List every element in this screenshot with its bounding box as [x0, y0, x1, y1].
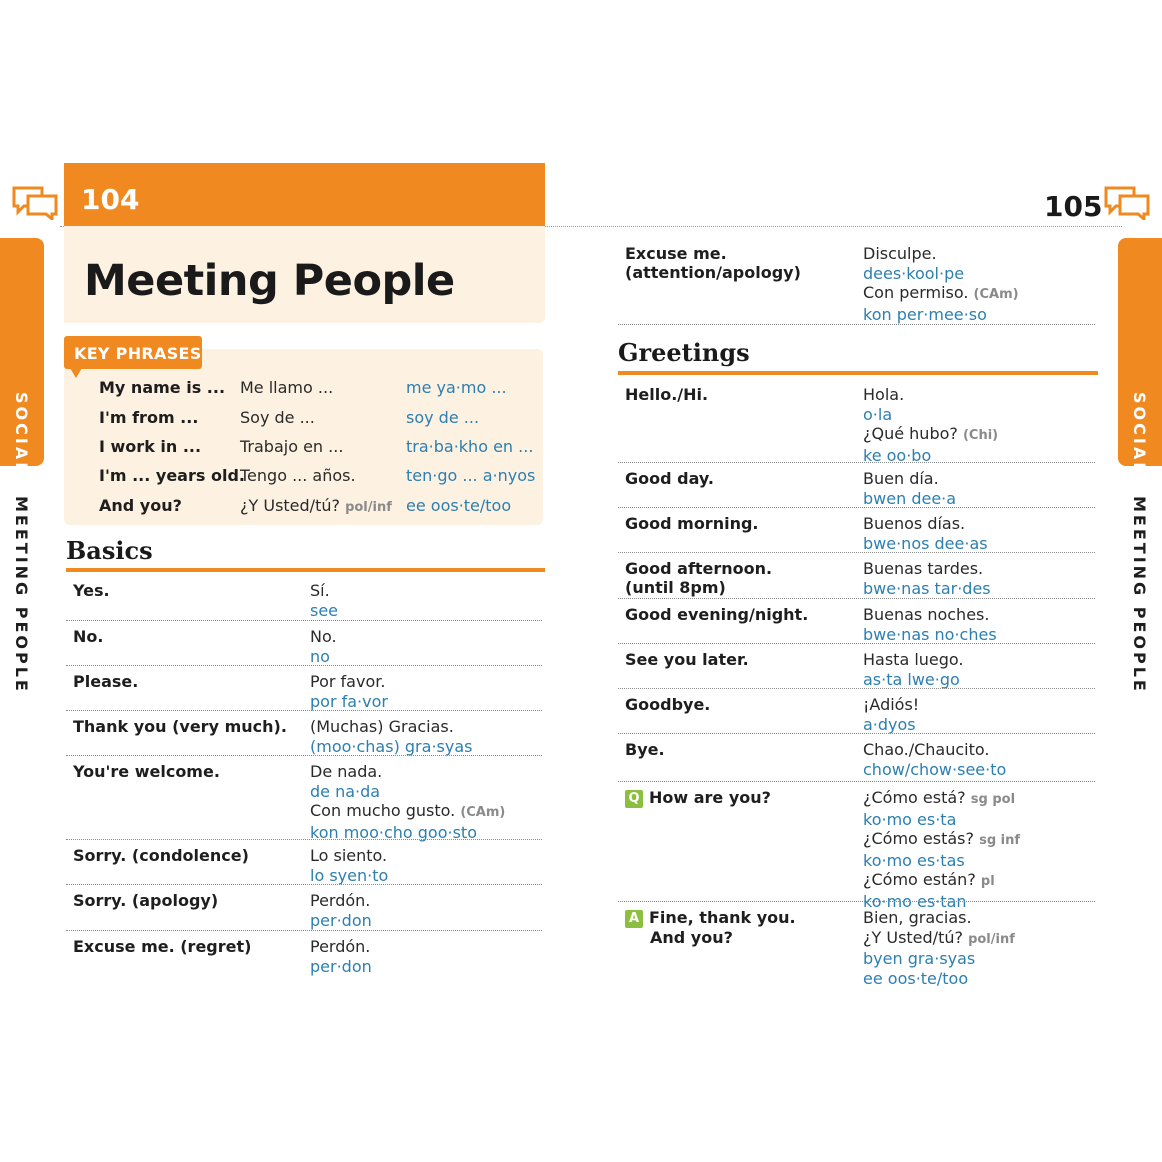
translation-line	[863, 469, 956, 489]
spanish-text: Perdón.	[310, 937, 371, 956]
entry-translation	[310, 937, 372, 976]
page-number: 104	[81, 183, 140, 216]
entry-english	[625, 650, 749, 669]
translation-line	[863, 870, 1020, 892]
translation-line	[310, 782, 505, 802]
key-phrase-english: I'm ... years old.	[99, 466, 245, 485]
entry-translation	[863, 788, 1020, 911]
row-separator	[618, 901, 1095, 902]
translation-line	[863, 605, 997, 625]
translation-line	[310, 801, 505, 823]
entry-translation	[863, 908, 1015, 988]
row-separator	[66, 665, 542, 666]
row-separator	[66, 884, 542, 885]
spanish-text: Bien, gracias.	[863, 908, 972, 927]
spanish-text: (Muchas) Gracias.	[310, 717, 454, 736]
entry-english-text: Sorry. (condolence)	[73, 846, 249, 865]
entry-english-text: Excuse me.	[625, 244, 727, 263]
translation-line	[863, 385, 998, 405]
pronunciation: kon moo·cho goo·sto	[310, 822, 477, 842]
translation-line	[310, 627, 337, 647]
entry-english-text: And you?	[650, 927, 733, 947]
entry-english	[625, 695, 710, 714]
entry-english	[73, 846, 249, 865]
basics-heading: Basics	[66, 536, 153, 565]
translation-line	[310, 866, 388, 886]
usage-tag: sg inf	[979, 833, 1021, 848]
pronunciation: kon per·mee·so	[863, 304, 987, 324]
spanish-text: Hasta luego.	[863, 650, 964, 669]
entry-english-text: Please.	[73, 672, 139, 691]
entry-translation	[310, 762, 505, 842]
spanish-text: Con mucho gusto.	[310, 801, 456, 820]
pronunciation: ko·mo es·tan	[863, 891, 967, 911]
entry-translation	[310, 581, 338, 620]
translation-line	[310, 717, 472, 737]
pronunciation: byen gra·syas	[863, 949, 976, 968]
side-tab-right	[1118, 238, 1162, 476]
row-separator	[66, 930, 542, 931]
key-phrase-spanish: Trabajo en ...	[240, 437, 344, 456]
key-phrase-english: I work in ...	[99, 437, 202, 456]
row-separator	[66, 839, 542, 840]
pronunciation: de na·da	[310, 781, 381, 801]
entry-translation	[863, 385, 998, 465]
spanish-text: Disculpe.	[863, 244, 937, 263]
usage-tag: pol/inf	[345, 500, 392, 515]
entry-english-text: Yes.	[73, 581, 110, 600]
entry-english-text: Good day.	[625, 469, 714, 488]
speech-bubbles-icon	[12, 186, 58, 220]
translation-line	[863, 305, 1019, 325]
side-tab-chapter: MEETING PEOPLE	[12, 496, 31, 694]
spanish-text: Con permiso.	[863, 283, 969, 302]
pronunciation: chow/chow·see·to	[863, 759, 1007, 779]
entry-english	[73, 937, 251, 956]
translation-line	[310, 692, 388, 712]
key-phrase-spanish: Me llamo ...	[240, 378, 334, 397]
translation-line	[863, 695, 919, 715]
row-separator	[618, 598, 1095, 599]
translation-line	[310, 581, 338, 601]
spanish-text: Chao./Chaucito.	[863, 740, 990, 759]
row-separator	[66, 710, 542, 711]
entry-english	[625, 740, 665, 759]
basics-rule	[66, 568, 545, 572]
entry-english-text: Bye.	[625, 740, 665, 759]
entry-translation	[310, 717, 472, 756]
entry-english	[73, 672, 138, 691]
translation-line	[310, 957, 372, 977]
row-separator	[618, 324, 1095, 325]
pronunciation: per·don	[310, 910, 372, 930]
entry-english	[625, 385, 708, 404]
spanish-text: No.	[310, 627, 337, 646]
key-phrase-pronunciation: soy de ...	[406, 408, 480, 427]
translation-line	[863, 264, 1019, 284]
translation-line	[310, 937, 372, 957]
spanish-text: Buenas tardes.	[863, 559, 984, 578]
key-phrase-row	[0, 408, 560, 430]
entry-translation	[863, 244, 1019, 324]
speech-bubbles-icon	[1104, 186, 1150, 220]
entry-english	[73, 717, 287, 736]
translation-line	[863, 788, 1020, 810]
chapter-title-box	[64, 226, 545, 323]
key-phrase-row	[0, 437, 560, 459]
entry-translation	[310, 891, 372, 930]
entry-translation	[863, 695, 919, 734]
pronunciation: per·don	[310, 956, 372, 976]
key-phrase-pronunciation: ee oos·te/too	[406, 496, 512, 515]
translation-line	[863, 928, 1015, 950]
entry-translation	[310, 846, 388, 885]
side-tab-section: SOCIAL	[12, 392, 31, 476]
pronunciation: ko·mo es·ta	[863, 809, 957, 829]
entry-english	[625, 788, 771, 808]
spanish-text: Hola.	[863, 385, 905, 404]
spanish-text: Sí.	[310, 581, 330, 600]
translation-line	[863, 670, 964, 690]
pronunciation: no	[310, 646, 330, 666]
usage-tag: pl	[980, 874, 995, 889]
row-separator	[618, 552, 1095, 553]
row-separator	[618, 781, 1095, 782]
pronunciation: as·ta lwe·go	[863, 669, 960, 689]
row-separator	[618, 688, 1095, 689]
entry-english-text: No.	[73, 627, 104, 646]
spanish-text: De nada.	[310, 762, 383, 781]
entry-translation	[310, 672, 388, 711]
key-phrases-label-text: KEY PHRASES	[74, 344, 202, 363]
usage-tag: (CAm)	[973, 287, 1019, 302]
entry-english	[625, 559, 772, 597]
pronunciation: ko·mo es·tas	[863, 850, 965, 870]
key-phrase-row	[0, 496, 560, 518]
pronunciation: lo syen·to	[310, 865, 389, 885]
translation-line	[310, 672, 388, 692]
translation-line	[863, 405, 998, 425]
spanish-text: ¿Cómo están?	[863, 870, 976, 889]
entry-english-text: How are you?	[649, 788, 771, 807]
translation-line	[863, 715, 919, 735]
translation-line	[310, 647, 337, 667]
pronunciation: bwen dee·a	[863, 488, 957, 508]
pronunciation: bwe·nas no·ches	[863, 624, 997, 644]
entry-english-text: Thank you (very much).	[73, 717, 287, 736]
translation-line	[863, 514, 988, 534]
entry-english	[625, 244, 801, 282]
entry-english-text: Good morning.	[625, 514, 759, 533]
translation-line	[863, 969, 1015, 989]
row-separator	[618, 507, 1095, 508]
row-separator	[618, 643, 1095, 644]
key-phrase-pronunciation: tra·ba·kho en ...	[406, 437, 534, 456]
usage-tag: (CAm)	[460, 805, 506, 820]
entry-english	[73, 891, 218, 910]
side-tab-left	[0, 238, 44, 476]
spanish-text: Buen día.	[863, 469, 939, 488]
entry-english-text: Hello./Hi.	[625, 385, 709, 404]
entry-english-text: Sorry. (apology)	[73, 891, 219, 910]
entry-english-text: Good afternoon.	[625, 559, 773, 578]
pronunciation: dees·kool·pe	[863, 263, 965, 283]
translation-line	[863, 760, 1006, 780]
usage-tag: sg pol	[970, 792, 1016, 807]
spanish-text: ¿Cómo está?	[863, 788, 966, 807]
entry-english	[625, 605, 808, 624]
key-phrase-pronunciation: ten·go ... a·nyos	[406, 466, 536, 485]
translation-line	[863, 559, 991, 579]
translation-line	[863, 949, 1015, 969]
question-badge: Q	[625, 790, 643, 808]
pronunciation: a·dyos	[863, 714, 916, 734]
greetings-heading: Greetings	[618, 338, 750, 367]
entry-english-text: Good evening/night.	[625, 605, 809, 624]
entry-english-text: See you later.	[625, 650, 749, 669]
row-separator	[66, 755, 542, 756]
key-phrases-label	[64, 336, 202, 369]
pronunciation: o·la	[863, 404, 893, 424]
pronunciation: (moo·chas) gra·syas	[310, 736, 473, 756]
entry-translation	[863, 559, 991, 598]
spanish-text: Perdón.	[310, 891, 371, 910]
translation-line	[863, 424, 998, 446]
chapter-title: Meeting People	[84, 256, 455, 306]
translation-line	[863, 489, 956, 509]
page-number-bar	[64, 163, 545, 226]
side-tab-chapter: MEETING PEOPLE	[1130, 496, 1149, 694]
translation-line	[863, 534, 988, 554]
translation-line	[863, 244, 1019, 264]
entry-english-text: (until 8pm)	[625, 578, 726, 597]
pronunciation: ee oos·te/too	[863, 968, 969, 988]
row-separator	[618, 733, 1095, 734]
entry-english	[73, 581, 110, 600]
pronunciation: bwe·nos dee·as	[863, 533, 988, 553]
spanish-text: ¿Y Usted/tú?	[863, 927, 963, 947]
entry-english-text: Fine, thank you.	[649, 908, 796, 927]
entry-english-text: Goodbye.	[625, 695, 711, 714]
page-number-right: 105	[1044, 190, 1103, 223]
translation-line	[310, 737, 472, 757]
entry-translation	[863, 469, 956, 508]
translation-line	[863, 650, 964, 670]
key-phrase-english: I'm from ...	[99, 408, 199, 427]
key-phrase-spanish: Soy de ...	[240, 408, 315, 427]
translation-line	[863, 283, 1019, 305]
translation-line	[863, 740, 1006, 760]
key-phrase-spanish: Tengo ... años.	[240, 466, 356, 485]
translation-line	[863, 810, 1020, 830]
entry-english-text: Excuse me. (regret)	[73, 937, 252, 956]
entry-english	[625, 908, 796, 947]
translation-line	[863, 579, 991, 599]
entry-english	[625, 469, 714, 488]
entry-english-text: You're welcome.	[73, 762, 220, 781]
key-phrase-spanish: ¿Y Usted/tú? pol/inf	[240, 496, 392, 515]
translation-line	[310, 891, 372, 911]
translation-line	[310, 846, 388, 866]
translation-line	[863, 625, 997, 645]
usage-tag: pol/inf	[968, 931, 1015, 947]
greetings-rule	[618, 371, 1098, 375]
entry-translation	[863, 650, 964, 689]
entry-english	[625, 514, 759, 533]
pronunciation: por fa·vor	[310, 691, 388, 711]
entry-translation	[863, 514, 988, 553]
usage-tag: (Chi)	[962, 428, 999, 443]
row-separator	[618, 462, 1095, 463]
entry-english-text: (attention/apology)	[625, 263, 801, 282]
translation-line	[310, 601, 338, 621]
spanish-text: ¿Cómo estás?	[863, 829, 974, 848]
pronunciation: bwe·nas tar·des	[863, 578, 991, 598]
spanish-text: Buenos días.	[863, 514, 966, 533]
spanish-text: ¿Qué hubo?	[863, 424, 958, 443]
answer-badge: A	[625, 910, 643, 928]
entry-english	[73, 762, 220, 781]
side-tab-section: SOCIAL	[1130, 392, 1149, 476]
translation-line	[310, 762, 505, 782]
translation-line	[863, 829, 1020, 851]
entry-translation	[863, 605, 997, 644]
key-phrase-row	[0, 466, 560, 488]
entry-translation	[310, 627, 337, 666]
translation-line	[863, 908, 1015, 928]
entry-english	[73, 627, 103, 646]
key-phrase-english: My name is ...	[99, 378, 226, 397]
spanish-text: Buenas noches.	[863, 605, 990, 624]
key-phrase-pronunciation: me ya·mo ...	[406, 378, 507, 397]
pronunciation: see	[310, 600, 339, 620]
entry-translation	[863, 740, 1006, 779]
spanish-text: ¡Adiós!	[863, 695, 920, 714]
key-phrase-english: And you?	[99, 496, 182, 515]
spanish-text: Lo siento.	[310, 846, 388, 865]
row-separator	[66, 620, 542, 621]
spanish-text: Por favor.	[310, 672, 386, 691]
translation-line	[310, 911, 372, 931]
pronunciation: ke oo·bo	[863, 445, 932, 465]
key-phrase-row	[0, 378, 560, 400]
translation-line	[863, 851, 1020, 871]
